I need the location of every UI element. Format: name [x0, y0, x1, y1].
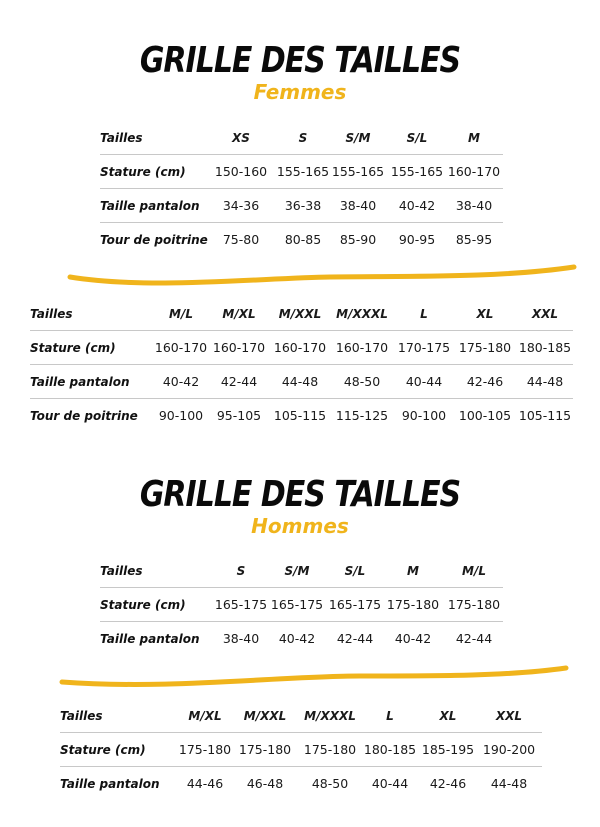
table-cell: 175-180: [238, 742, 292, 757]
size-header-cell: XXL: [495, 709, 523, 723]
table-cell: 160-170: [335, 340, 389, 355]
table-cell: 90-100: [158, 408, 204, 423]
table-header-row: [0, 554, 600, 588]
table-cell: 150-160: [214, 164, 268, 179]
table-cell: 165-175: [270, 597, 324, 612]
table-cell: 38-40: [339, 198, 377, 213]
table-row: [0, 733, 600, 767]
size-header-cell: M: [468, 131, 480, 145]
table-cell: 42-44: [220, 374, 258, 389]
table-cell: 44-48: [490, 776, 528, 791]
table-cell: 155-165: [331, 164, 385, 179]
header-label: Tailles: [100, 564, 143, 578]
header-label: Tailles: [100, 131, 143, 145]
table-row: [0, 622, 600, 656]
size-header-cell: M: [407, 564, 419, 578]
table-cell: 44-48: [526, 374, 564, 389]
size-header-cell: XL: [476, 307, 494, 321]
table-cell: 44-48: [281, 374, 319, 389]
table-cell: 42-46: [429, 776, 467, 791]
size-header-cell: S: [298, 131, 308, 145]
table-header-row: [0, 699, 600, 733]
table-row: [0, 588, 600, 622]
size-header-cell: M/XL: [188, 709, 222, 723]
table-cell: 165-175: [214, 597, 268, 612]
table-cell: 40-44: [405, 374, 443, 389]
table-cell: 175-180: [386, 597, 440, 612]
size-header-cell: M/L: [462, 564, 486, 578]
size-header-cell: M/L: [169, 307, 193, 321]
row-label: Stature (cm): [100, 598, 186, 612]
table-cell: 40-42: [398, 198, 436, 213]
table-cell: 175-180: [458, 340, 512, 355]
table-cell: 80-85: [284, 232, 322, 247]
row-label: Stature (cm): [60, 743, 146, 757]
table-cell: 85-90: [339, 232, 377, 247]
table-cell: 105-115: [273, 408, 327, 423]
table-cell: 46-48: [246, 776, 284, 791]
size-header-cell: S/M: [345, 131, 371, 145]
size-header-cell: M/XXL: [278, 307, 322, 321]
table-row: [0, 767, 600, 801]
size-header-cell: S/L: [344, 564, 366, 578]
size-header-cell: XL: [439, 709, 457, 723]
table-cell: 170-175: [397, 340, 451, 355]
table-cell: 180-185: [363, 742, 417, 757]
table-cell: 95-105: [216, 408, 262, 423]
size-header-cell: XXL: [531, 307, 559, 321]
table-cell: 34-36: [222, 198, 260, 213]
table-cell: 40-42: [278, 631, 316, 646]
table-cell: 175-180: [178, 742, 232, 757]
table-cell: 155-165: [276, 164, 330, 179]
size-header-cell: L: [420, 307, 428, 321]
size-header-cell: M/XXL: [243, 709, 287, 723]
row-label: Tour de poitrine: [30, 409, 138, 423]
table-cell: 105-115: [518, 408, 572, 423]
subtitle-hommes: Hommes: [251, 514, 349, 538]
size-header-cell: S/M: [284, 564, 310, 578]
row-label: Taille pantalon: [100, 199, 200, 213]
table-row: [0, 365, 600, 399]
row-label: Taille pantalon: [100, 632, 200, 646]
table-cell: 165-175: [328, 597, 382, 612]
size-header-cell: XS: [232, 131, 250, 145]
row-label: Stature (cm): [100, 165, 186, 179]
table-cell: 180-185: [518, 340, 572, 355]
header-label: Tailles: [60, 709, 103, 723]
size-header-cell: M/XXXL: [304, 709, 356, 723]
table-cell: 90-95: [398, 232, 436, 247]
table-cell: 160-170: [447, 164, 501, 179]
table-cell: 40-42: [162, 374, 200, 389]
table-cell: 75-80: [222, 232, 260, 247]
table-cell: 90-100: [401, 408, 447, 423]
size-header-cell: M/XXXL: [336, 307, 388, 321]
table-cell: 160-170: [212, 340, 266, 355]
table-cell: 155-165: [390, 164, 444, 179]
table-cell: 42-46: [466, 374, 504, 389]
table-cell: 40-44: [371, 776, 409, 791]
table-cell: 175-180: [447, 597, 501, 612]
table-cell: 48-50: [311, 776, 349, 791]
subtitle-femmes: Femmes: [253, 80, 347, 104]
table-cell: 190-200: [482, 742, 536, 757]
row-label: Taille pantalon: [30, 375, 130, 389]
size-header-cell: L: [386, 709, 394, 723]
table-cell: 85-95: [455, 232, 493, 247]
size-header-cell: S: [236, 564, 246, 578]
row-label: Tour de poitrine: [100, 233, 208, 247]
title-femmes: GRILLE DES TAILLES: [139, 40, 461, 82]
table-cell: 42-44: [336, 631, 374, 646]
size-header-cell: M/XL: [222, 307, 256, 321]
table-cell: 48-50: [343, 374, 381, 389]
title-hommes: GRILLE DES TAILLES: [139, 474, 461, 516]
table-header-row: [0, 297, 600, 331]
table-cell: 38-40: [222, 631, 260, 646]
table-cell: 160-170: [273, 340, 327, 355]
table-cell: 185-195: [421, 742, 475, 757]
table-cell: 40-42: [394, 631, 432, 646]
row-label: Taille pantalon: [60, 777, 160, 791]
table-cell: 42-44: [455, 631, 493, 646]
table-cell: 44-46: [186, 776, 224, 791]
size-header-cell: S/L: [406, 131, 428, 145]
table-cell: 160-170: [154, 340, 208, 355]
table-cell: 38-40: [455, 198, 493, 213]
table-cell: 175-180: [303, 742, 357, 757]
table-row: [0, 331, 600, 365]
table-cell: 36-38: [284, 198, 322, 213]
header-label: Tailles: [30, 307, 73, 321]
table-row: [0, 399, 600, 433]
row-label: Stature (cm): [30, 341, 116, 355]
table-cell: 115-125: [335, 408, 389, 423]
table-cell: 100-105: [458, 408, 512, 423]
